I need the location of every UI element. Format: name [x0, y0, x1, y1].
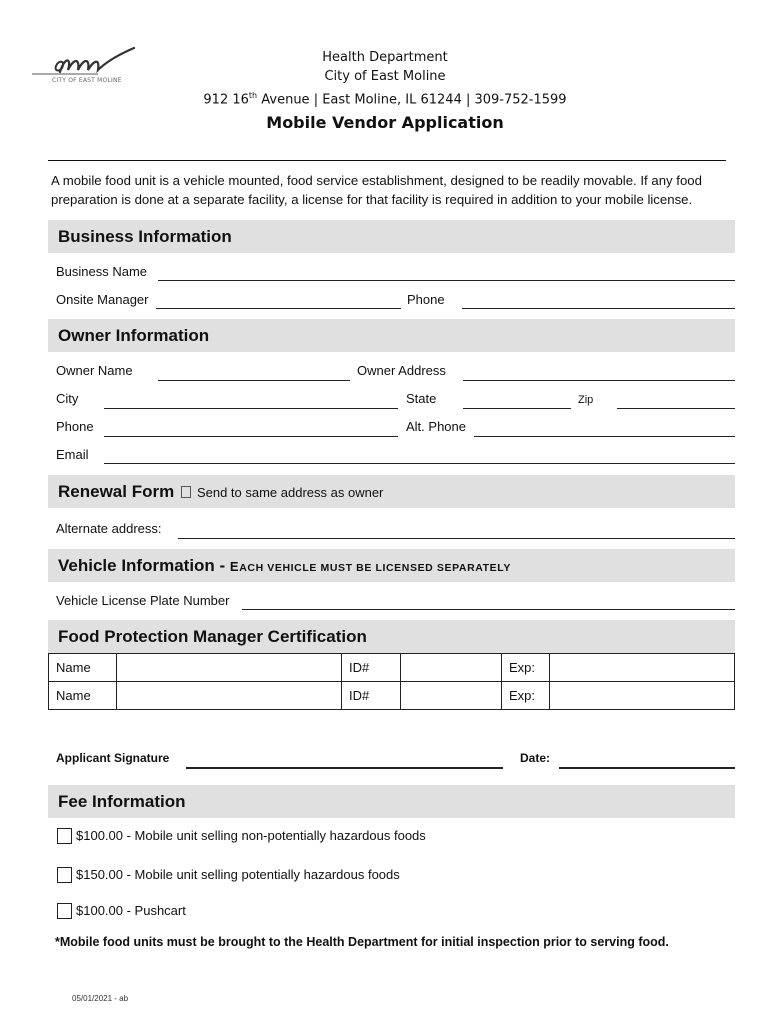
section-certification	[48, 620, 735, 653]
fee-option-3-checkbox[interactable]	[57, 903, 72, 919]
department-name: Health Department	[322, 50, 448, 65]
city-logo-caption: CITY OF EAST MOLINE	[52, 77, 122, 84]
section-renewal-form	[48, 475, 735, 508]
onsite-manager-label: Onsite Manager	[56, 292, 149, 307]
section-vehicle-information	[48, 549, 735, 582]
same-address-option-label: Send to same address as owner	[196, 485, 384, 500]
business-name-field[interactable]	[158, 280, 735, 281]
fee-option-1-checkbox[interactable]	[57, 828, 72, 844]
certification-table	[48, 653, 735, 710]
owner-zip-label: Zip	[578, 394, 594, 406]
section-title: Renewal Form Send to same address as owner	[58, 482, 384, 501]
owner-alt-phone-label: Alt. Phone	[406, 419, 466, 434]
revision-date: 05/01/2021 - ab	[72, 994, 129, 1003]
business-phone-field[interactable]	[462, 308, 735, 309]
section-title: Fee Information	[58, 792, 186, 811]
plate-number-label: Vehicle License Plate Number	[56, 593, 230, 608]
cert-id-field[interactable]	[401, 682, 502, 710]
section-fee-information	[48, 785, 735, 818]
owner-alt-phone-field[interactable]	[474, 436, 735, 437]
fee-option-2-checkbox[interactable]	[57, 867, 72, 883]
cert-exp-field[interactable]	[550, 654, 735, 682]
cert-id-label: ID#	[342, 682, 401, 710]
owner-city-field[interactable]	[104, 408, 398, 409]
form-title: Mobile Vendor Application	[266, 113, 504, 132]
fee-option-3-label: $100.00 - Pushcart	[76, 903, 186, 918]
section-business-information	[48, 220, 735, 253]
owner-email-field[interactable]	[104, 463, 735, 464]
cert-name-field[interactable]	[117, 654, 342, 682]
cert-exp-field[interactable]	[550, 682, 735, 710]
cert-exp-label: Exp:	[502, 654, 550, 682]
owner-address-label: Owner Address	[357, 363, 446, 378]
fee-option-1-label: $100.00 - Mobile unit selling non-potentially hazardous foods	[76, 828, 426, 843]
cert-id-label: ID#	[342, 654, 401, 682]
vehicle-note: EACH VEHICLE MUST BE LICENSED SEPARATELY	[229, 559, 511, 574]
alternate-address-field[interactable]	[178, 538, 735, 539]
signature-date-label: Date:	[520, 751, 551, 765]
applicant-signature-field[interactable]	[186, 767, 503, 769]
cert-id-field[interactable]	[401, 654, 502, 682]
inspection-note: *Mobile food units must be brought to the Health Department for initial inspection prior to serving food.	[55, 935, 669, 949]
owner-name-field[interactable]	[158, 380, 350, 381]
section-owner-information	[48, 319, 735, 352]
onsite-manager-field[interactable]	[156, 308, 401, 309]
city-name: City of East Moline	[324, 69, 446, 84]
section-title: Business Information	[58, 227, 232, 246]
owner-email-label: Email	[56, 447, 89, 462]
business-name-label: Business Name	[56, 264, 148, 279]
section-title: Food Protection Manager Certification	[58, 627, 367, 646]
department-address: 912 16th Avenue | East Moline, IL 61244 | 309-752-1599	[203, 91, 567, 108]
cert-name-label: Name	[49, 682, 117, 710]
same-address-checkbox[interactable]	[181, 486, 191, 498]
section-title: Owner Information	[58, 326, 210, 345]
table-row	[49, 654, 735, 682]
owner-phone-field[interactable]	[104, 436, 398, 437]
alternate-address-label: Alternate address:	[56, 521, 162, 536]
owner-address-field[interactable]	[463, 380, 735, 381]
plate-number-field[interactable]	[242, 609, 735, 610]
table-row	[49, 682, 735, 710]
cert-name-field[interactable]	[117, 682, 342, 710]
applicant-signature-label: Applicant Signature	[56, 751, 170, 765]
owner-zip-field[interactable]	[617, 408, 735, 409]
owner-phone-label: Phone	[56, 419, 94, 434]
cert-name-label: Name	[49, 654, 117, 682]
fee-option-2-label: $150.00 - Mobile unit selling potentially hazardous foods	[76, 867, 400, 882]
section-title: Vehicle Information - EACH VEHICLE MUST BE LICENSED SEPARATELY	[58, 556, 511, 575]
owner-city-label: City	[56, 391, 79, 406]
owner-state-label: State	[406, 391, 437, 406]
title-divider	[48, 160, 726, 161]
business-phone-label: Phone	[407, 292, 445, 307]
owner-state-field[interactable]	[463, 408, 571, 409]
cert-exp-label: Exp:	[502, 682, 550, 710]
signature-date-field[interactable]	[559, 767, 735, 769]
intro-paragraph: A mobile food unit is a vehicle mounted, food service establishment, designed to be readily movable. If any food preparation is done at a separate facility, a license for that facility is required in addition to your mobile license.	[51, 173, 702, 207]
owner-name-label: Owner Name	[56, 363, 133, 378]
